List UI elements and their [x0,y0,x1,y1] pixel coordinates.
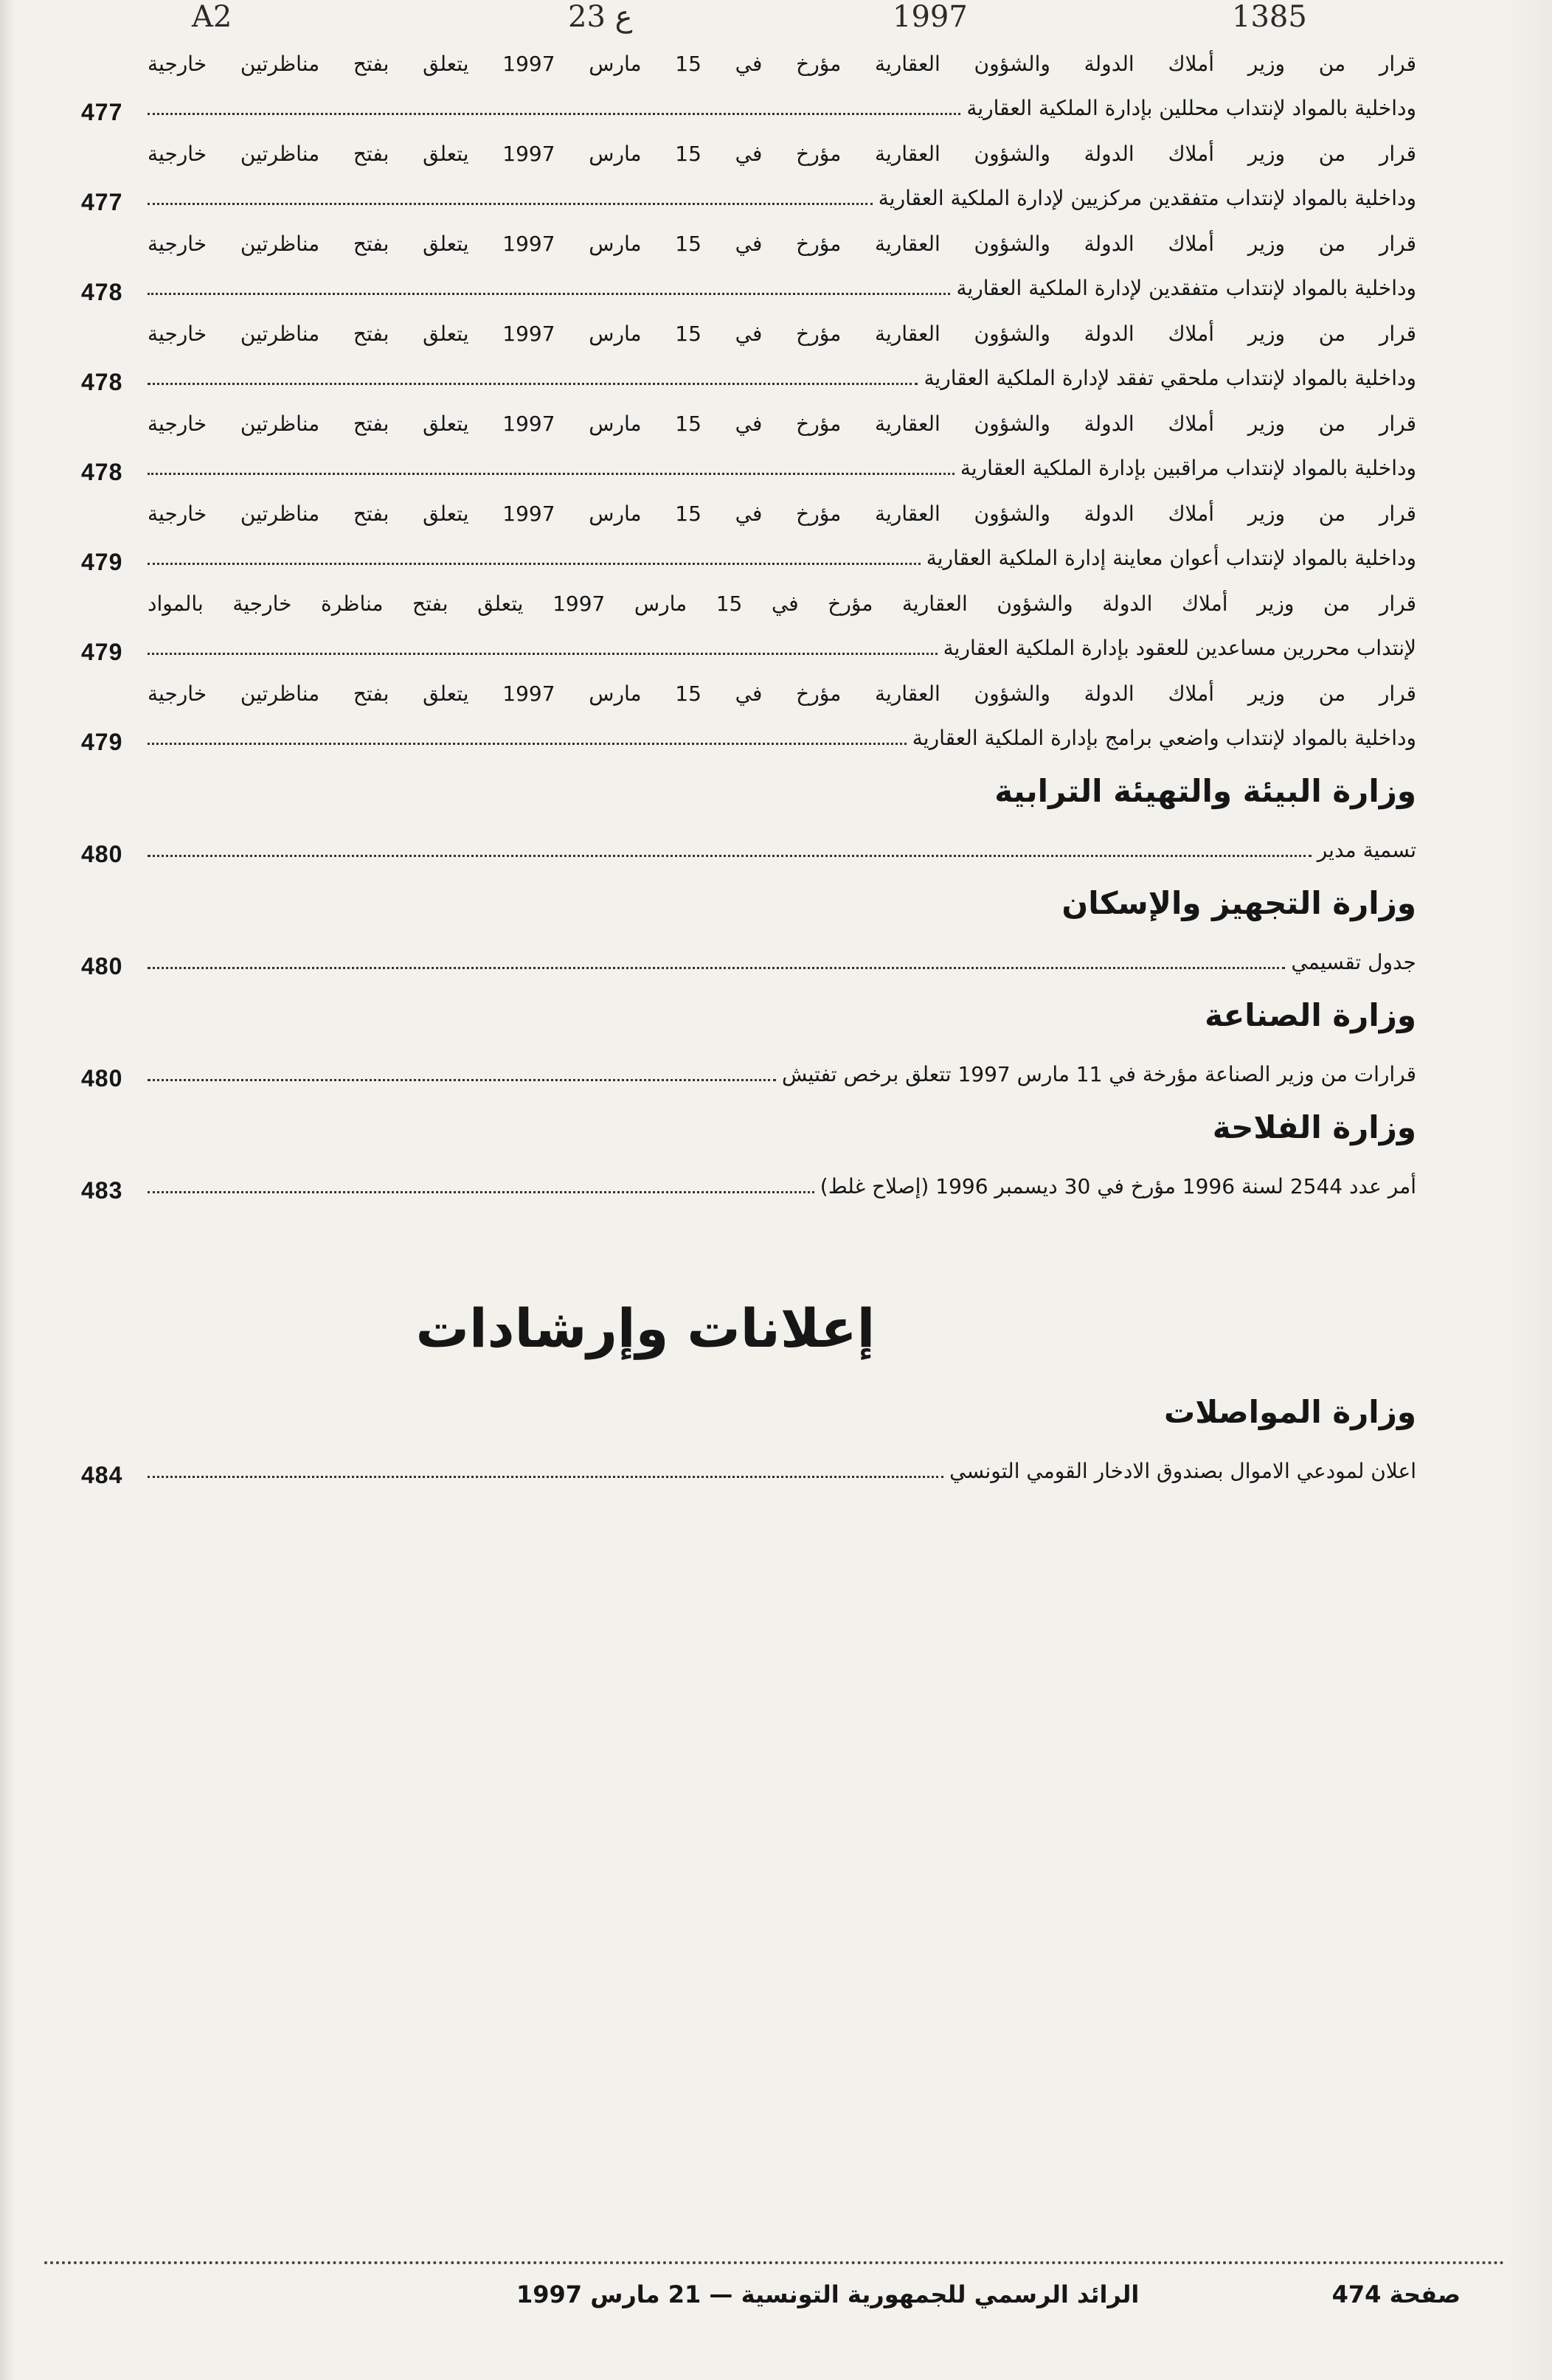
entry-text [148,132,1416,221]
toc-entry [81,131,1416,221]
journal-title: الرائد الرسمي للجمهورية التونسية — 21 مارس 1997 [516,2280,1140,2308]
handwritten-note: 1997 [893,0,968,34]
page-label: صفحة 474 [1331,2280,1461,2308]
entry-line-1: قرار من وزير أملاك الدولة والشؤون العقارية مؤرخ في 15 مارس 1997 يتعلق بفتح مناظرتين خارجية [148,142,1417,166]
toc-entry [81,580,1416,670]
toc-entry [81,490,1416,580]
scan-edge-left [0,0,15,2380]
entry-text [148,402,1416,490]
entry-line-1: قرار من وزير أملاك الدولة والشؤون العقارية مؤرخ في 15 مارس 1997 يتعلق بفتح مناظرتين خارجية [148,412,1417,436]
page-number: 479 [81,729,123,755]
entry-line-1: قرار من وزير أملاك الدولة والشؤون العقارية مؤرخ في 15 مارس 1997 يتعلق بفتح مناظرتين خارجية [148,502,1417,526]
entry-text [148,672,1416,760]
toc-entry [81,1436,1416,1493]
ministry-heading: وزارة الصناعة [1205,997,1416,1033]
entry-line-2: وداخلية بالمواد لإنتداب متفقدين لإدارة الملكية العقارية [956,276,1416,300]
announcements-title: إعلانات وإرشادات [415,1297,876,1359]
entry-line-1: قرار من وزير أملاك الدولة والشؤون العقارية مؤرخ في 15 مارس 1997 يتعلق بفتح مناظرتين خارجية [148,232,1417,256]
page-number: 477 [81,99,123,125]
page-footer [44,2280,1505,2317]
page-number: 478 [81,279,123,305]
entry-text [148,940,1416,985]
handwritten-notes [177,0,1307,37]
entry-text [148,1165,1416,1209]
page-number: 479 [81,639,123,665]
dot-leader [148,742,907,745]
page-number: 483 [81,1177,123,1204]
entry-line-2: قرارات من وزير الصناعة مؤرخة في 11 مارس 1997 تتعلق برخص تفتيش [781,1062,1416,1086]
entry-line-2: وداخلية بالمواد لإنتداب متفقدين مركزيين لإدارة الملكية العقارية [878,186,1416,210]
entry-line-1: قرار من وزير أملاك الدولة والشؤون العقارية مؤرخ في 15 مارس 1997 يتعلق بفتح مناظرة خارجية بالمواد [148,591,1417,616]
scan-edge-right [1508,0,1552,2380]
entry-line-1: قرار من وزير أملاك الدولة والشؤون العقارية مؤرخ في 15 مارس 1997 يتعلق بفتح مناظرتين خارجية [148,322,1417,346]
dot-leader [148,472,955,475]
entry-text [148,492,1416,580]
page-number: 478 [81,459,123,485]
toc-entry [81,927,1416,985]
entry-text [148,1449,1416,1493]
entry-line-2: وداخلية بالمواد لإنتداب واضعي برامج بإدارة الملكية العقارية [912,726,1416,750]
dot-leader [148,382,918,385]
entry-line-2: وداخلية بالمواد لإنتداب محللين بإدارة الملكية العقارية [966,96,1416,120]
dot-leader [148,966,1285,969]
ministry-heading: وزارة الفلاحة [1212,1109,1416,1145]
handwritten-note: 23 ع [568,0,633,34]
toc-entry [81,41,1416,131]
entry-line-1: قرار من وزير أملاك الدولة والشؤون العقارية مؤرخ في 15 مارس 1997 يتعلق بفتح مناظرتين خارجية [148,681,1417,706]
toc-entry [81,815,1416,872]
dot-leader [148,854,1312,857]
entry-line-2: لإنتداب محررين مساعدين للعقود بإدارة الملكية العقارية [943,636,1416,660]
footer-dotted-rule [44,2261,1505,2264]
toc-entry [81,400,1416,490]
ministry-heading: وزارة البيئة والتهيئة الترابية [994,773,1416,809]
page-number: 479 [81,549,123,575]
toc-entry [81,1151,1416,1209]
entry-line-2: أمر عدد 2544 لسنة 1996 مؤرخ في 30 ديسمبر 1996 (إصلاح غلط) [820,1174,1416,1198]
entry-line-2: جدول تقسيمي [1291,950,1416,974]
dot-leader [148,1078,776,1081]
entry-text [148,312,1416,400]
entry-text [148,222,1416,310]
dot-leader [148,562,921,565]
page-number: 478 [81,369,123,395]
dot-leader [148,202,873,205]
dot-leader [148,292,950,295]
page-number: 477 [81,189,123,215]
entry-line-2: وداخلية بالمواد لإنتداب مراقبين بإدارة الملكية العقارية [960,456,1416,480]
entry-line-2: تسمية مدير [1317,838,1416,862]
ministry-heading: وزارة التجهيز والإسكان [1061,885,1416,921]
page-number: 480 [81,1065,123,1092]
entry-text [148,1052,1416,1097]
toc-entry [81,221,1416,310]
entry-text [148,42,1416,131]
dot-leader [148,1190,814,1193]
toc-entry [81,670,1416,760]
toc-entry [81,1039,1416,1097]
dot-leader [148,112,960,115]
dot-leader [148,652,938,655]
page-number: 480 [81,953,123,979]
handwritten-note: 1385 [1232,0,1307,34]
handwritten-note: A2 [192,0,232,34]
toc-entry [81,310,1416,400]
entry-text [148,828,1416,872]
entry-line-2: وداخلية بالمواد لإنتداب ملحقي تفقد لإدارة الملكية العقارية [924,366,1416,390]
page-number: 480 [81,841,123,867]
dot-leader [148,1475,943,1478]
entry-line-2: وداخلية بالمواد لإنتداب أعوان معاينة إدارة الملكية العقارية [926,546,1416,570]
entry-text [148,582,1416,670]
table-of-contents [81,41,1416,1493]
entry-line-1: قرار من وزير أملاك الدولة والشؤون العقارية مؤرخ في 15 مارس 1997 يتعلق بفتح مناظرتين خارجية [148,52,1417,76]
ministry-heading: وزارة المواصلات [1163,1394,1416,1430]
page-number: 484 [81,1462,123,1488]
entry-line-2: اعلان لمودعي الاموال بصندوق الادخار القومي التونسي [949,1459,1416,1483]
